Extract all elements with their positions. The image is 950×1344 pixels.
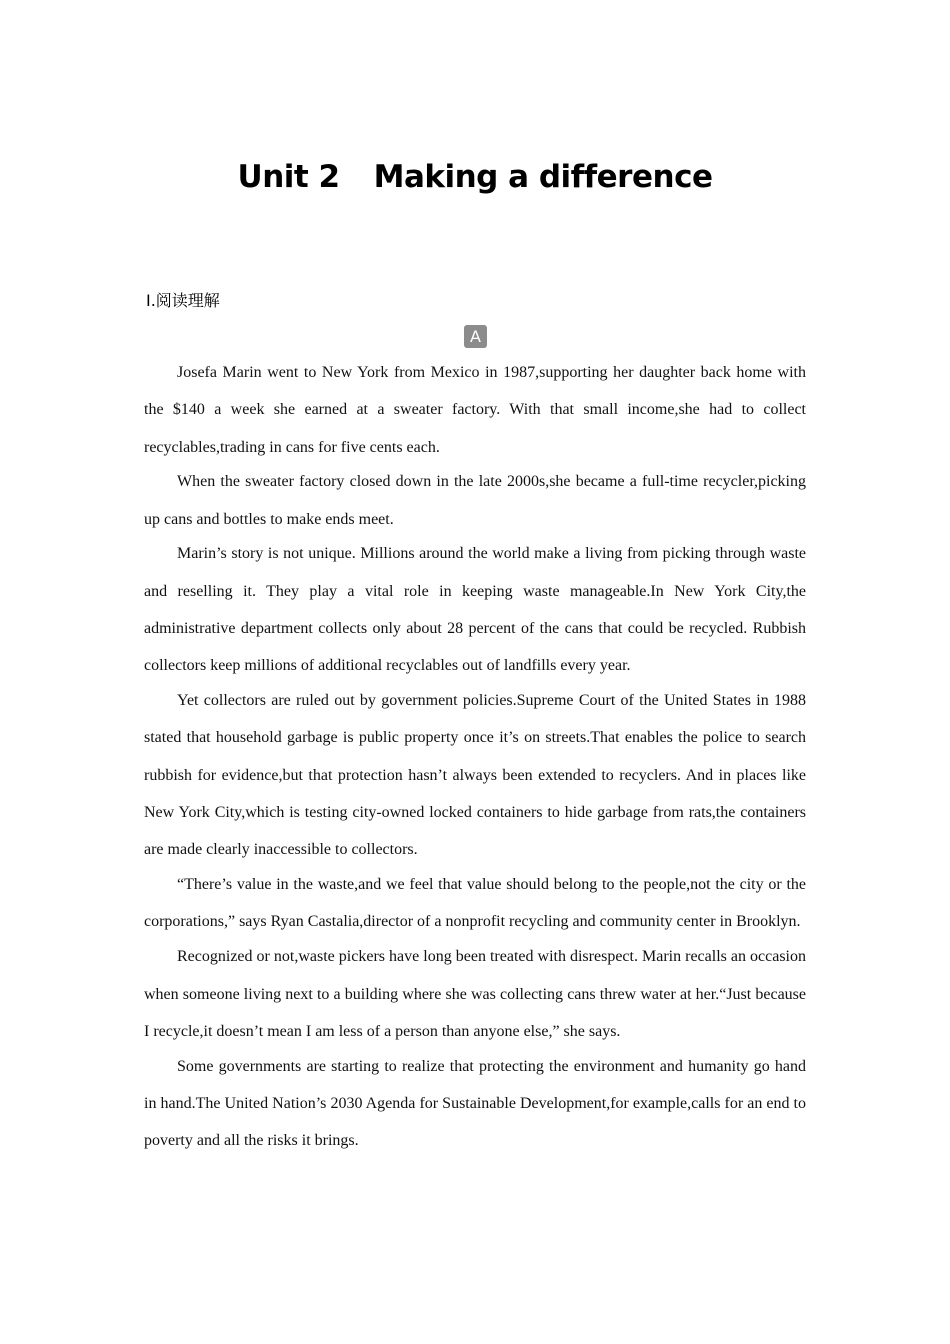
paragraph-4: Yet collectors are ruled out by government policies.Supreme Court of the United States in 1988 stated that household garbage is public property once it’s on streets.That enables the police to search rubbish for evidence,but that protection hasn’t always been extended to recyclers. And in places like New York City,which is testing city-owned locked containers to hide garbage from rats,the containers are made clearly inaccessible to collectors. xyxy=(144,692,806,859)
paragraph-2: When the sweater factory closed down in the late 2000s,she became a full-time recycler,picking up cans and bottles to make ends meet. xyxy=(144,473,806,528)
passage-label-badge: A xyxy=(464,325,487,348)
paragraph-6: Recognized or not,waste pickers have long been treated with disrespect. Marin recalls an occasion when someone living next to a building where she was collecting cans threw water at her.“Just because I recycle,it doesn’t mean I am less of a person than anyone else,” she says. xyxy=(144,948,806,1040)
paragraph-3: Marin’s story is not unique. Millions around the world make a living from picking through waste and reselling it. They play a vital role in keeping waste manageable.In New York City,the administrative department collects only about 28 percent of the cans that could be recycled. Rubbish collectors keep millions of additional recyclables out of landfills every year. xyxy=(144,545,806,675)
paragraph-1: Josefa Marin went to New York from Mexico in 1987,supporting her daughter back home with the $140 a week she earned at a sweater factory. With that small income,she had to collect recyclables,trading in cans for five cents each. xyxy=(144,364,806,456)
title-unit: Unit 2 xyxy=(237,159,340,195)
passage-body xyxy=(144,354,806,1157)
title-topic: Making a difference xyxy=(373,159,713,195)
paragraph-5: “There’s value in the waste,and we feel that value should belong to the people,not the city or the corporations,” says Ryan Castalia,director of a nonprofit recycling and community center in Brooklyn. xyxy=(144,876,806,931)
page-title xyxy=(0,153,950,201)
section-heading: Ⅰ.阅读理解 xyxy=(146,291,220,310)
paragraph-7: Some governments are starting to realize that protecting the environment and humanity go hand in hand.The United Nation’s 2030 Agenda for Sustainable Development,for example,calls for an end to poverty and all the risks it brings. xyxy=(144,1057,806,1150)
